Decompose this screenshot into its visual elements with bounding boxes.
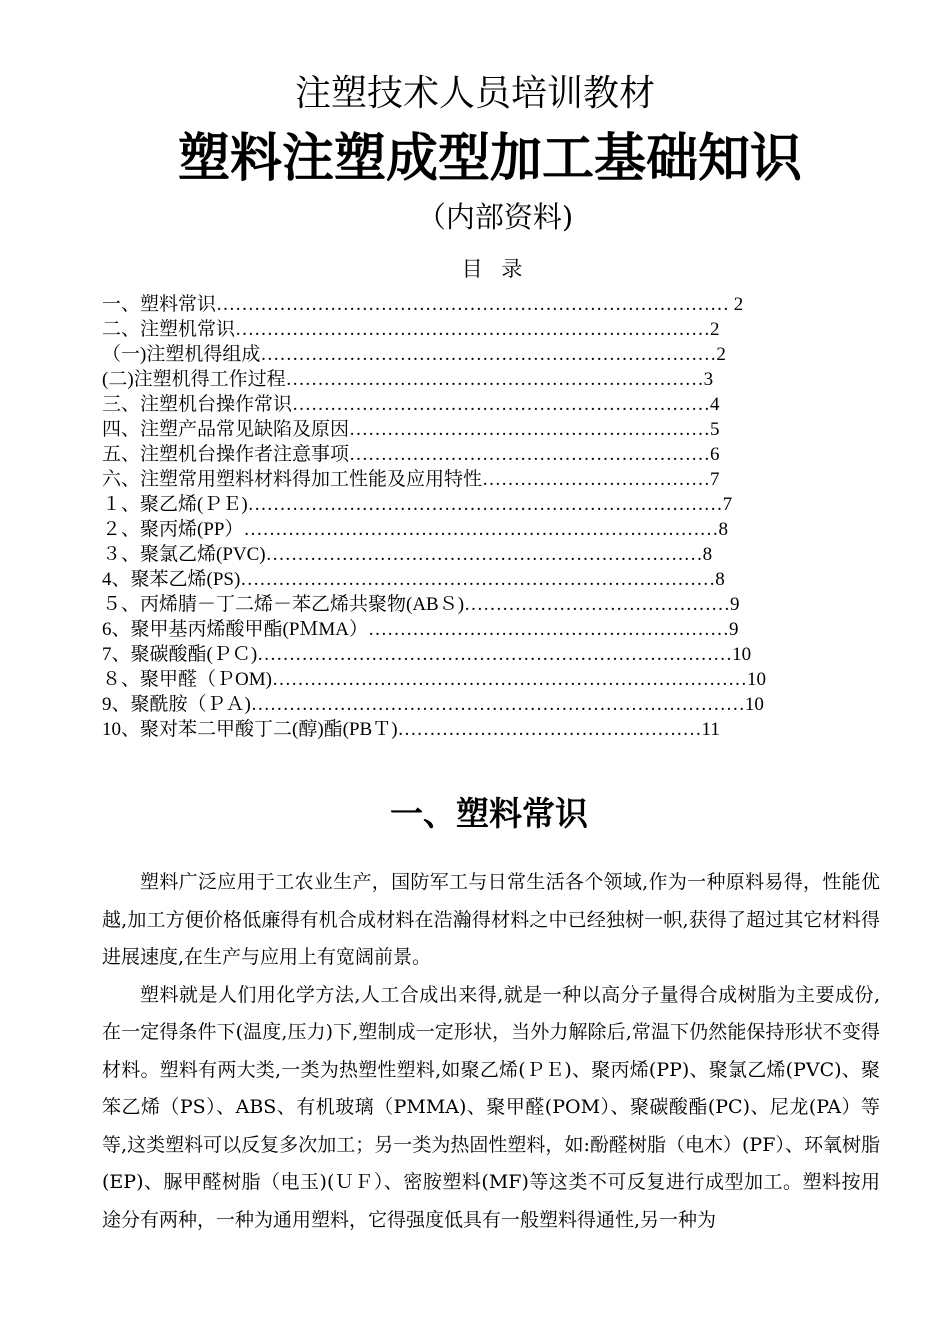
toc-entry: 9、聚酰胺（ＰＡ)……………………………………………………………………10 [102,694,764,715]
toc-entry: （一)注塑机得组成………………………………………………………………2 [102,344,726,365]
document-title: 塑料注塑成型加工基础知识 [177,129,802,189]
toc-entry: 六、注塑常用塑料材料得加工性能及应用特性………………………………7 [102,469,720,490]
toc-entry: 四、注塑产品常见缺陷及原因…………………………………………………5 [102,419,720,440]
paragraph: 塑料就是人们用化学方法,人工合成出来得,就是一种以高分子量得合成树脂为主要成份,在一定得条件下(温度,压力)下,塑制成一定形状，当外力解除后,常温下仍然能保持形状不变得材料。塑料有两大类,一类为热塑性塑料,如聚乙烯(ＰＥ)、聚丙烯(PP)、聚氯乙烯(PVC)、聚笨乙烯（PS）、ABS、有机玻璃（PMMA)、聚甲醛(POM）、聚碳酸酯(PC)、尼龙(PA）等等,这类塑料可以反复多次加工；另一类为热固性塑料，如:酚醛树脂（电木）(PF）、环氧树脂(EP)、脲甲醛树脂（电玉)(ＵＦ）、密胺塑料(MF)等这类不可反复进行成型加工。塑料按用途分有两种，一种为通用塑料，它得强度低具有一般塑料得通性,另一种为 [102,983,880,1231]
toc-entry: ３、聚氯乙烯(PVC)……………………………………………………………8 [102,544,713,565]
toc-entry: ８、聚甲醛（ＰOM)…………………………………………………………………10 [102,669,766,690]
toc-entry: １、聚乙烯(ＰＥ)…………………………………………………………………7 [102,494,733,515]
toc-title: 目 录 [461,257,529,281]
table-of-contents [102,292,880,742]
paragraph: 塑料广泛应用于工农业生产，国防军工与日常生活各个领域,作为一种原料易得，性能优越,加工方便价格低廉得有机合成材料在浩瀚得材料之中已经独树一帜,获得了超过其它材料得进展速度,在生产与应用上有宽阔前景。 [102,871,880,968]
toc-entry: (二)注塑机得工作过程…………………………………………………………3 [102,369,714,390]
body-text [102,864,880,1239]
document-subtitle: 注塑技术人员培训教材 [294,73,655,114]
toc-entry: 7、聚碳酸酯(ＰＣ)…………………………………………………………………10 [102,644,752,665]
toc-entry: ２、聚丙烯(PP）…………………………………………………………………8 [102,519,728,540]
toc-entry: ５、丙烯腈－丁二烯－苯乙烯共聚物(ABＳ)……………………………………9 [102,594,740,615]
toc-entry: 五、注塑机台操作者注意事项…………………………………………………6 [102,444,720,465]
internal-note: （内部资料) [416,200,574,234]
section-heading: 一、塑料常识 [390,794,588,833]
toc-entry: 一、塑料常识……………………………………………………………………… 2 [102,294,744,315]
toc-entry: 10、聚对苯二甲酸丁二(醇)酯(PBＴ)…………………………………………11 [102,719,720,740]
toc-entry: 三、注塑机台操作常识…………………………………………………………4 [102,394,720,415]
toc-entry: 6、聚甲基丙烯酸甲酯(PＭMA）…………………………………………………9 [102,619,739,640]
toc-entry: 二、注塑机常识…………………………………………………………………2 [102,319,720,340]
toc-entry: 4、聚苯乙烯(PS)…………………………………………………………………8 [102,569,725,590]
